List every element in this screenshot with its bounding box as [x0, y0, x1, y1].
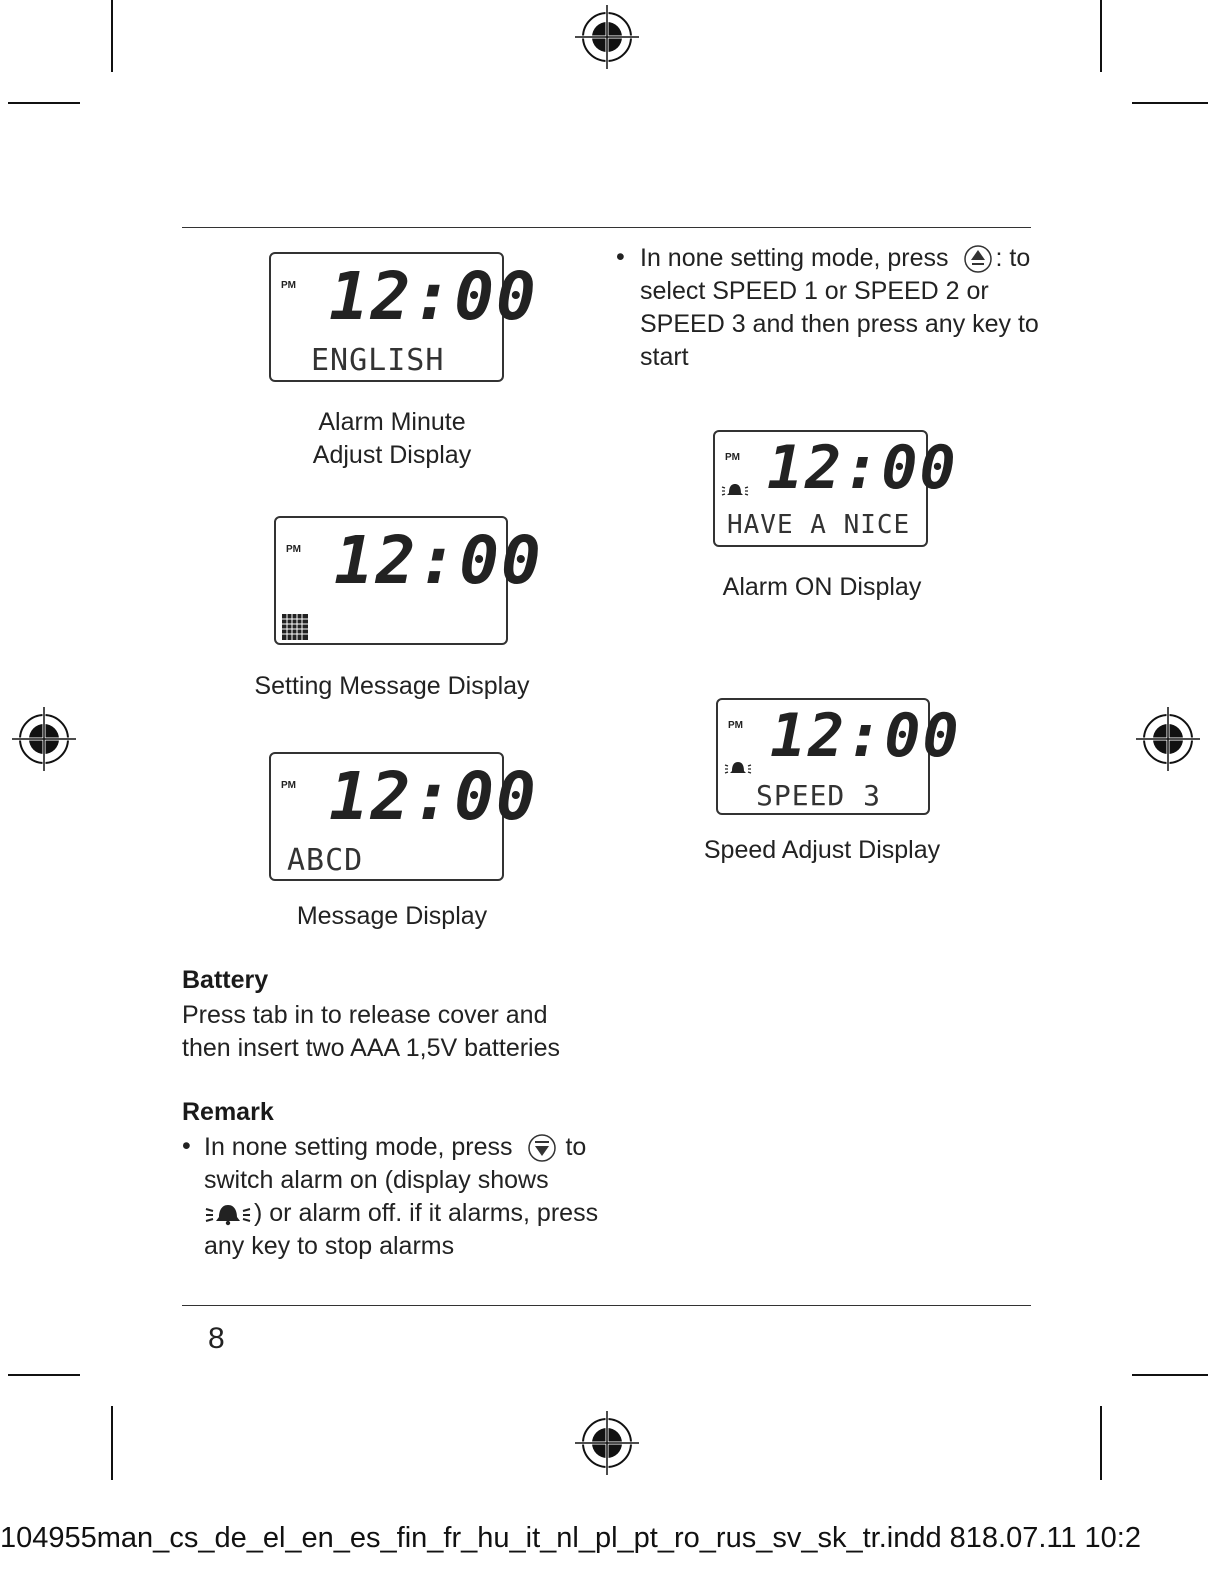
- lcd-message: ENGLISH: [311, 343, 445, 378]
- caption-setting-message: Setting Message Display: [254, 672, 530, 700]
- pm-indicator: PM: [286, 544, 301, 555]
- page-number: 8: [208, 1322, 225, 1355]
- lcd-time: 12:00: [770, 701, 961, 771]
- lcd-message: HAVE A NICE: [727, 510, 911, 540]
- file-slug: 104955man_cs_de_el_en_es_fin_fr_hu_it_nl_pl_pt_ro_rus_sv_sk_tr.indd 818.07.11 10:2: [0, 1522, 1141, 1554]
- message-cursor-block-icon: [282, 614, 308, 640]
- caption-message-display: Message Display: [296, 902, 488, 930]
- caption-alarm-minute: Alarm Minute Adjust Display: [312, 408, 472, 469]
- lcd-time: 12:00: [767, 433, 958, 503]
- remark-heading: Remark: [182, 1098, 274, 1126]
- crop-mark-top-right-h: [1132, 102, 1208, 104]
- bullet: •: [182, 1132, 191, 1160]
- registration-mark-icon: [1136, 707, 1200, 771]
- remark-text: In none setting mode, press to switch alarm on (display shows ) or alarm off. if it alarms, press any key to stop alarms: [204, 1133, 599, 1260]
- lcd-alarm-on-display: [713, 430, 958, 547]
- lcd-message-display: [269, 752, 538, 881]
- battery-text: Press tab in to release cover and then insert two AAA 1,5V batteries: [182, 1001, 561, 1062]
- alarm-bell-icon: [721, 482, 749, 498]
- alarm-bell-icon: [724, 760, 752, 776]
- top-rule: [182, 227, 1031, 228]
- registration-mark-icon: [12, 707, 76, 771]
- crop-mark-bottom-right-v: [1100, 1406, 1102, 1480]
- crop-mark-top-right-v: [1100, 0, 1102, 72]
- pm-indicator: PM: [281, 280, 296, 291]
- crop-mark-top-left-v: [111, 0, 113, 72]
- lcd-message: ABCD: [287, 843, 364, 878]
- pm-indicator: PM: [281, 780, 296, 791]
- pm-indicator: PM: [728, 720, 743, 731]
- lcd-message: SPEED 3: [756, 779, 882, 812]
- lcd-setting-display: [274, 516, 543, 645]
- crop-mark-bottom-left-v: [111, 1406, 113, 1480]
- lcd-time: 12:00: [329, 758, 538, 835]
- caption-speed-adjust: Speed Adjust Display: [703, 836, 941, 864]
- caption-alarm-on: Alarm ON Display: [722, 573, 922, 601]
- crop-mark-bottom-left-h: [8, 1374, 80, 1376]
- crop-mark-bottom-right-h: [1132, 1374, 1208, 1376]
- speed-instruction: In none setting mode, press : to select SPEED 1 or SPEED 2 or SPEED 3 and then press any key to start: [640, 244, 1039, 371]
- battery-heading: Battery: [182, 966, 269, 994]
- lcd-speed-display: [716, 698, 961, 815]
- lcd-english-display: [269, 252, 538, 382]
- lcd-time: 12:00: [334, 522, 543, 599]
- alarm-on-button-icon: [527, 1133, 557, 1163]
- lcd-time: 12:00: [329, 258, 538, 335]
- bullet: •: [616, 243, 625, 271]
- bottom-rule: [182, 1305, 1031, 1306]
- speed-button-icon: [963, 244, 993, 274]
- crop-mark-top-left-h: [8, 102, 80, 104]
- alarm-bell-icon: [204, 1202, 252, 1226]
- pm-indicator: PM: [725, 452, 740, 463]
- registration-mark-icon: [575, 1411, 639, 1475]
- registration-mark-icon: [575, 5, 639, 69]
